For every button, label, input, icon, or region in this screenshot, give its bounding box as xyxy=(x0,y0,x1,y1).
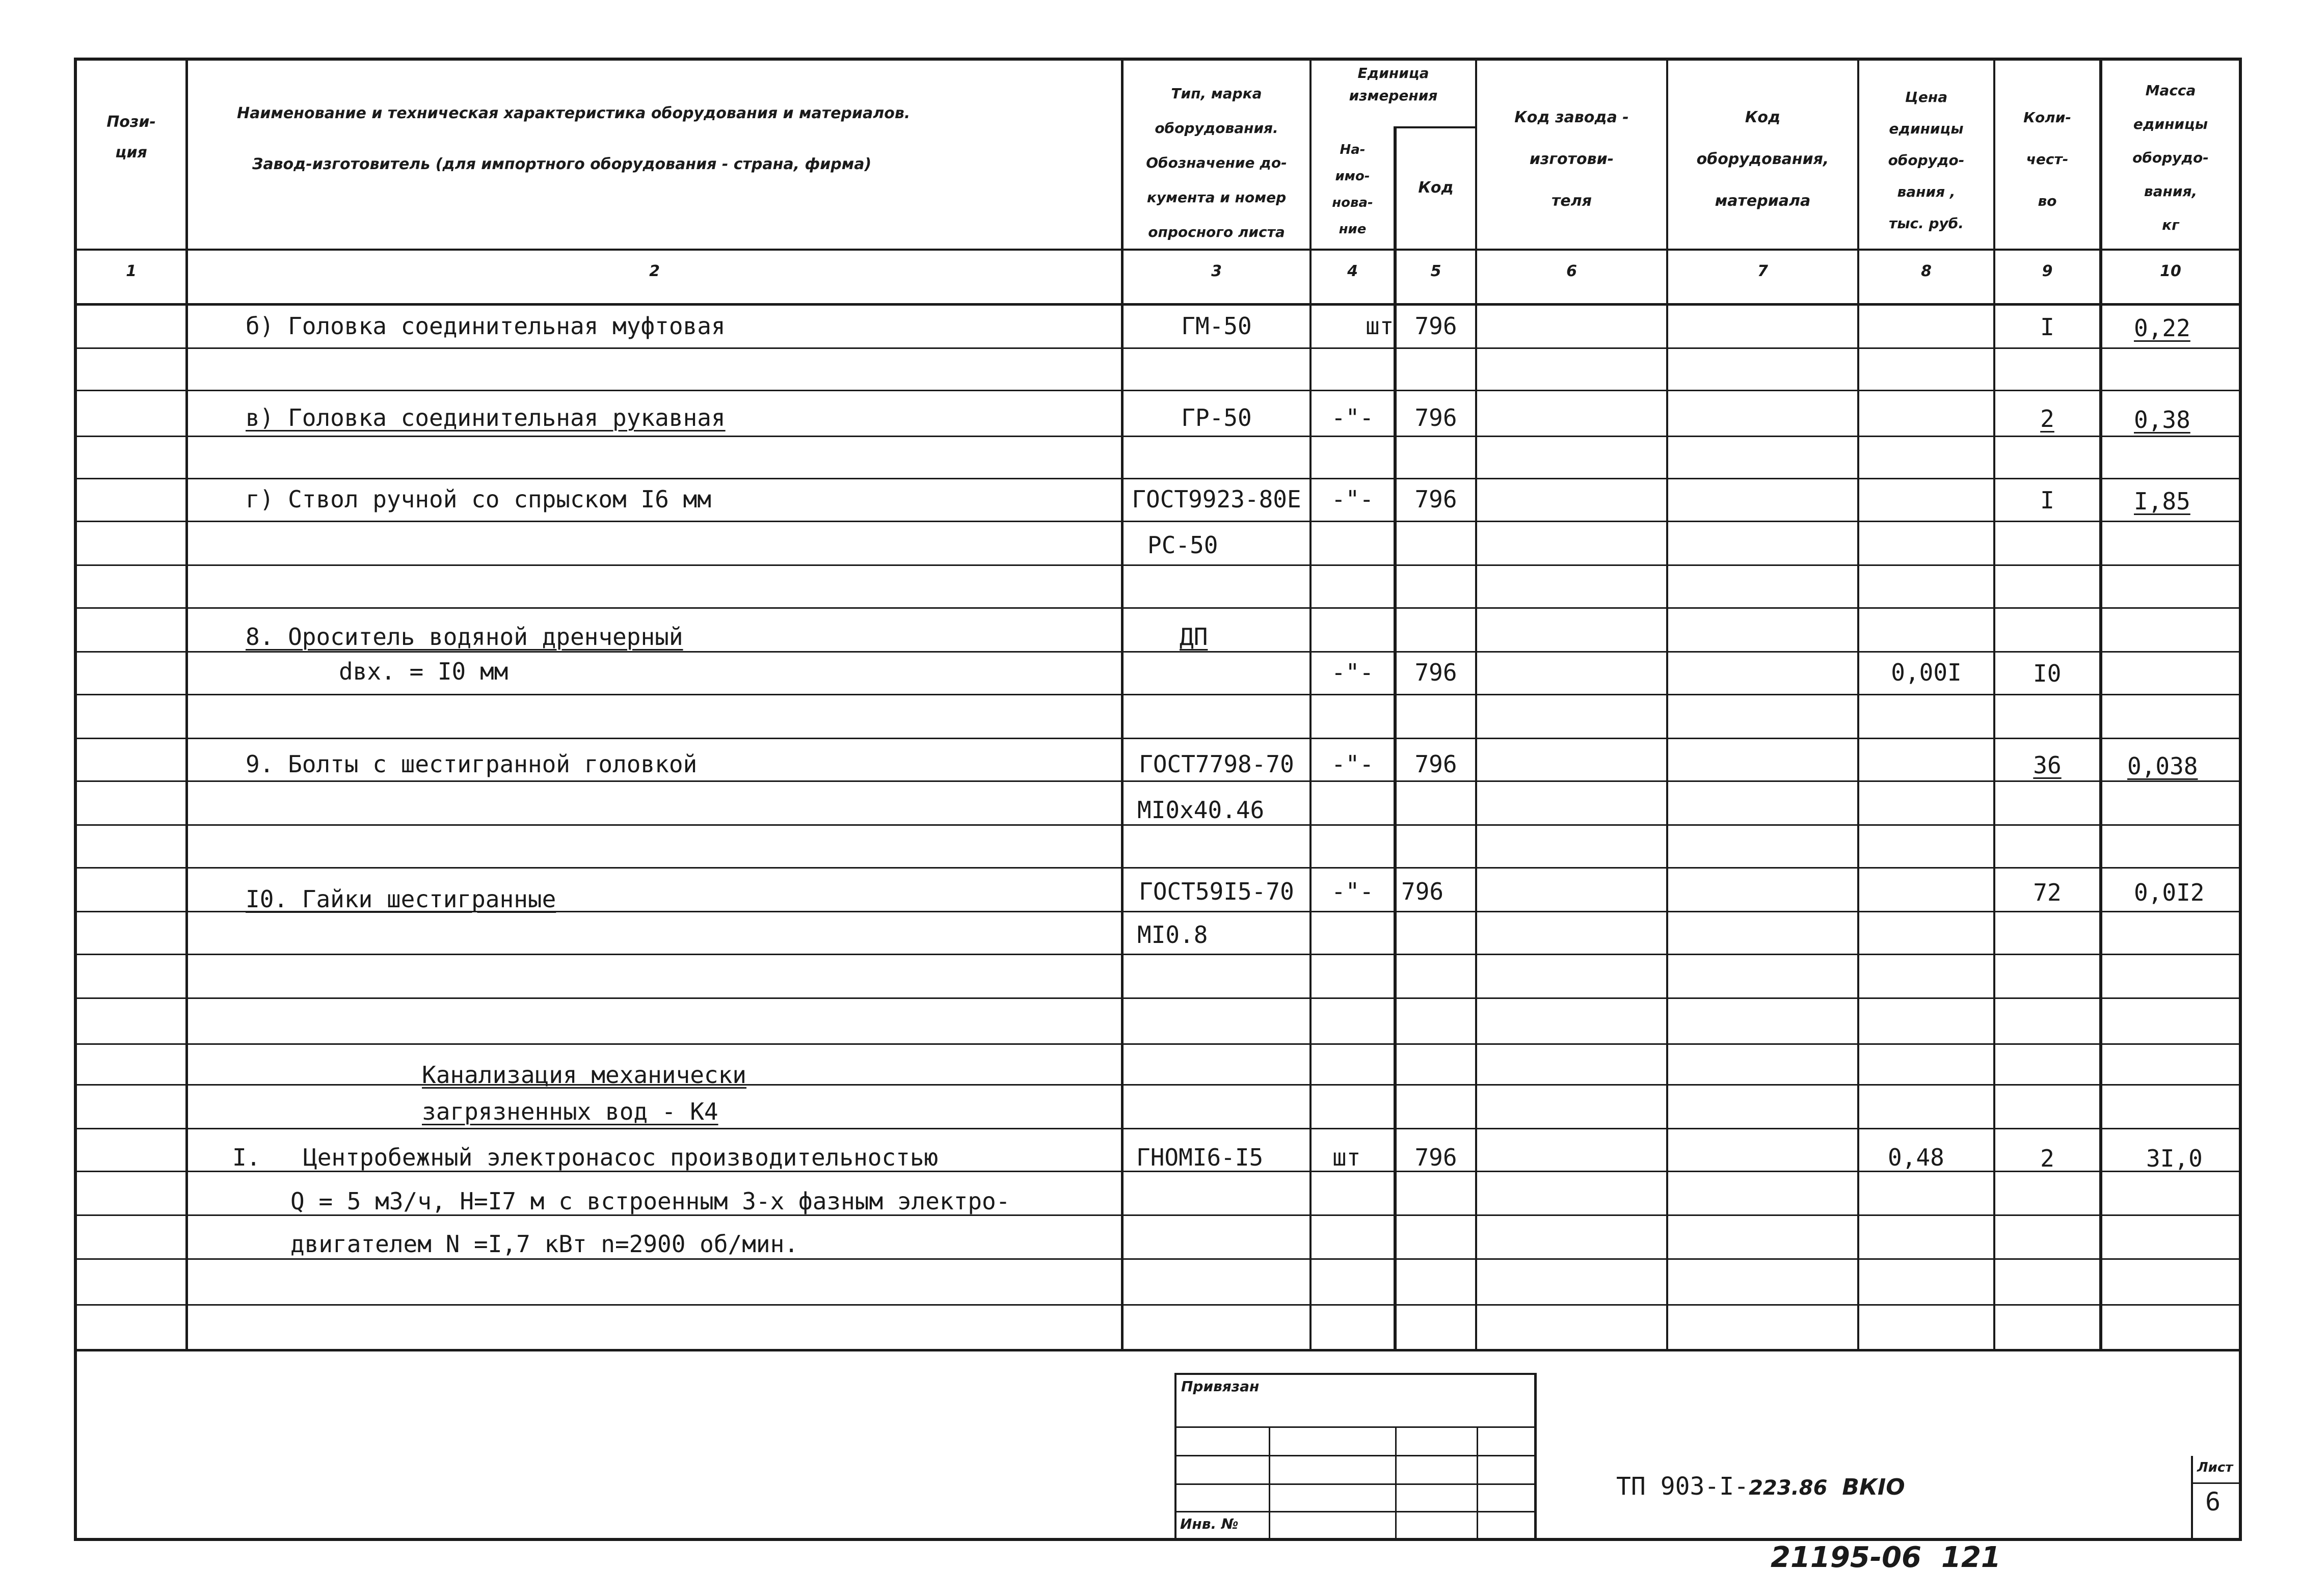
row-price: 0,00I xyxy=(1891,659,1962,686)
column-number: 8 xyxy=(1921,262,1932,280)
column-number: 3 xyxy=(1211,262,1222,280)
sheet-box-left xyxy=(2191,1456,2193,1539)
frame-top xyxy=(74,58,2242,61)
header-text: оборудо- xyxy=(2132,149,2209,166)
row-name: 8. Ороситель водяной дренчерный xyxy=(246,623,683,651)
header-text: измерения xyxy=(1349,87,1438,104)
header-name-line1: Наименование и техническая характеристика оборудования и материалов. xyxy=(237,104,911,122)
document-code-suffix: ВКIО xyxy=(1842,1474,1905,1500)
header-text: тыс. руб. xyxy=(1888,215,1964,232)
col-line-2 xyxy=(1121,58,1124,1351)
header-text: имо- xyxy=(1335,169,1370,184)
row-line xyxy=(74,478,2242,479)
column-number: 9 xyxy=(2042,262,2053,280)
header-text: нова- xyxy=(1332,195,1373,210)
row-mass: 0,038 xyxy=(2127,752,2198,780)
col-line-3 xyxy=(1309,58,1312,1351)
row-position: I. xyxy=(232,1144,261,1171)
row-line xyxy=(74,521,2242,522)
row-type: ГР-50 xyxy=(1181,404,1252,431)
header-text: Код xyxy=(1745,109,1781,126)
header-text: кг xyxy=(2162,217,2179,233)
header-text: единицы xyxy=(2133,116,2208,132)
header-text: Код завода - xyxy=(1514,109,1629,126)
row-mass: 0,22 xyxy=(2134,314,2190,342)
row-qty: 36 xyxy=(2033,751,2062,779)
row-line xyxy=(74,867,2242,869)
row-code: 796 xyxy=(1414,659,1457,686)
row-mass: 0,0I2 xyxy=(2134,879,2205,906)
header-type xyxy=(1124,76,1309,250)
stamp-top xyxy=(1174,1373,1536,1375)
document-code-handwritten: 223.86 xyxy=(1749,1476,1828,1500)
stamp-row-1 xyxy=(1174,1426,1536,1428)
footer-page: 121 xyxy=(1941,1541,2001,1574)
sheet-label: Лист xyxy=(2197,1460,2233,1475)
header-name-line2: Завод-изготовитель (для импортного оборудования - страна, фирма) xyxy=(252,155,872,173)
stamp-row-4 xyxy=(1174,1511,1536,1512)
row-qty: I xyxy=(2040,313,2054,341)
stamp-col-1 xyxy=(1269,1426,1270,1539)
row-line xyxy=(74,694,2242,695)
row-name: dвх. = I0 мм xyxy=(339,658,509,685)
header-text: материала xyxy=(1715,192,1811,210)
row-type: ГОСТ59I5-70 xyxy=(1139,878,1294,905)
table-bottom xyxy=(74,1349,2242,1351)
row-line xyxy=(74,564,2242,566)
row-line xyxy=(74,1128,2242,1129)
header-position xyxy=(77,107,185,168)
stamp-linked-label: Привязан xyxy=(1181,1378,1260,1395)
row-type: ГОСТ7798-70 xyxy=(1139,750,1294,778)
row-mass: 0,38 xyxy=(2134,406,2190,434)
row-line xyxy=(74,780,2242,782)
header-unit-code: Код xyxy=(1418,179,1454,197)
row-name: г) Ствол ручной со спрыском I6 мм xyxy=(246,485,711,513)
header-quantity xyxy=(1995,97,2099,222)
column-number: 6 xyxy=(1566,262,1577,280)
document-code xyxy=(1616,1472,1905,1501)
row-line xyxy=(74,1084,2242,1086)
header-text: во xyxy=(2038,193,2057,209)
header-text: Пози- xyxy=(106,113,156,131)
row-qty: I0 xyxy=(2033,660,2062,687)
column-number: 4 xyxy=(1347,262,1358,280)
row-code: 796 xyxy=(1414,404,1457,431)
header-text: На- xyxy=(1340,142,1366,157)
section-heading-line2: загрязненных вод - К4 xyxy=(422,1098,718,1125)
col-line-7 xyxy=(1857,58,1859,1351)
column-number: 2 xyxy=(649,262,660,280)
row-unit: -"- xyxy=(1331,750,1374,778)
row-line xyxy=(74,954,2242,955)
row-line xyxy=(74,390,2242,391)
row-unit: шт xyxy=(1366,312,1394,340)
row-code: 796 xyxy=(1414,1144,1457,1171)
header-mass xyxy=(2102,74,2239,242)
row-type: ДП xyxy=(1180,623,1208,651)
row-code: 796 xyxy=(1414,485,1457,513)
stamp-col-3 xyxy=(1477,1426,1478,1539)
header-text: вания, xyxy=(2144,183,2198,200)
row-name: 9. Болты с шестигранной головкой xyxy=(246,750,698,778)
header-text: ция xyxy=(115,144,147,161)
row-line xyxy=(74,607,2242,609)
sheet-box-split xyxy=(2191,1482,2242,1484)
header-text: Единица xyxy=(1357,65,1429,82)
header-unit-group xyxy=(1312,62,1475,107)
hdr-unit-split xyxy=(1394,126,1476,128)
row-type: ГОСТ9923-80Е xyxy=(1132,485,1301,513)
col-line-6 xyxy=(1666,58,1668,1351)
column-number: 7 xyxy=(1757,262,1768,280)
section-heading-line1: Канализация механически xyxy=(422,1061,746,1089)
stamp-row-3 xyxy=(1174,1483,1536,1485)
row-mass: 3I,0 xyxy=(2146,1145,2203,1172)
header-equipment-code xyxy=(1668,97,1857,222)
row-line xyxy=(74,738,2242,739)
row-line xyxy=(74,997,2242,999)
row-type: MI0x40.46 xyxy=(1137,796,1265,824)
header-text: оборудования, xyxy=(1696,150,1829,168)
col-line-1 xyxy=(185,58,188,1351)
document-code-prefix: ТП 903-I- xyxy=(1616,1472,1749,1501)
row-unit: -"- xyxy=(1331,485,1374,513)
header-text: теля xyxy=(1552,192,1592,210)
frame-right xyxy=(2239,58,2242,1541)
row-mass: I,85 xyxy=(2134,488,2190,515)
header-text: чест- xyxy=(2026,151,2069,168)
row-type: ГНОМI6-I5 xyxy=(1136,1144,1264,1171)
header-factory-code xyxy=(1477,97,1666,222)
column-number: 10 xyxy=(2160,262,2181,280)
row-qty: 72 xyxy=(2033,879,2062,906)
header-text: изготови- xyxy=(1529,150,1614,168)
header-text: Тип, марка xyxy=(1171,85,1262,102)
row-type: РС-50 xyxy=(1147,531,1218,559)
row-line xyxy=(74,1304,2242,1306)
row-code: 796 xyxy=(1414,750,1457,778)
colnum-bottom xyxy=(74,303,2242,306)
row-name: Центробежный электронасос производительностью xyxy=(303,1144,939,1171)
row-name: в) Головка соединительная рукавная xyxy=(246,404,726,431)
stamp-col-2 xyxy=(1395,1426,1397,1539)
row-type: MI0.8 xyxy=(1137,921,1208,949)
row-code: 796 xyxy=(1414,312,1457,340)
header-text: Масса xyxy=(2145,82,2196,99)
header-unit-name xyxy=(1312,137,1394,242)
row-price: 0,48 xyxy=(1888,1144,1944,1171)
row-qty: 2 xyxy=(2040,405,2054,432)
row-line xyxy=(74,436,2242,437)
row-qty: I xyxy=(2040,486,2054,514)
header-text: вания , xyxy=(1897,183,1956,200)
footer-code: 21195-06 xyxy=(1771,1541,1921,1574)
row-qty: 2 xyxy=(2040,1145,2054,1172)
row-unit: шт xyxy=(1332,1144,1361,1171)
row-unit: -"- xyxy=(1331,659,1374,686)
header-text: Обозначение до- xyxy=(1146,154,1287,171)
row-line xyxy=(74,1043,2242,1045)
header-price xyxy=(1859,82,1993,239)
row-unit: -"- xyxy=(1331,878,1374,905)
column-number: 1 xyxy=(126,262,137,280)
row-name: Q = 5 м3/ч, H=I7 м с встроенным 3-х фазным электро- xyxy=(290,1187,1010,1215)
sheet-number: 6 xyxy=(2205,1487,2221,1517)
row-unit: -"- xyxy=(1331,404,1374,431)
column-number: 5 xyxy=(1430,262,1441,280)
header-text: оборудо- xyxy=(1888,152,1965,169)
col-line-9 xyxy=(2099,58,2102,1351)
col-line-5 xyxy=(1475,58,1477,1351)
row-line xyxy=(74,347,2242,349)
header-text: оборудования. xyxy=(1155,120,1278,137)
row-name: б) Головка соединительная муфтовая xyxy=(246,312,726,340)
header-text: единицы xyxy=(1889,120,1964,137)
header-text: опросного листа xyxy=(1148,224,1285,240)
stamp-row-2 xyxy=(1174,1455,1536,1456)
row-type: ГМ-50 xyxy=(1181,312,1252,340)
header-text: ние xyxy=(1339,222,1367,237)
row-name: I0. Гайки шестигранные xyxy=(246,885,556,913)
header-text: Коли- xyxy=(2023,109,2071,126)
stamp-inventory-label: Инв. № xyxy=(1180,1516,1239,1532)
row-name: двигателем N =I,7 кВт n=2900 об/мин. xyxy=(290,1230,798,1258)
row-code: 796 xyxy=(1401,878,1444,905)
header-text: Цена xyxy=(1905,89,1948,105)
header-text: кумента и номер xyxy=(1146,189,1287,206)
